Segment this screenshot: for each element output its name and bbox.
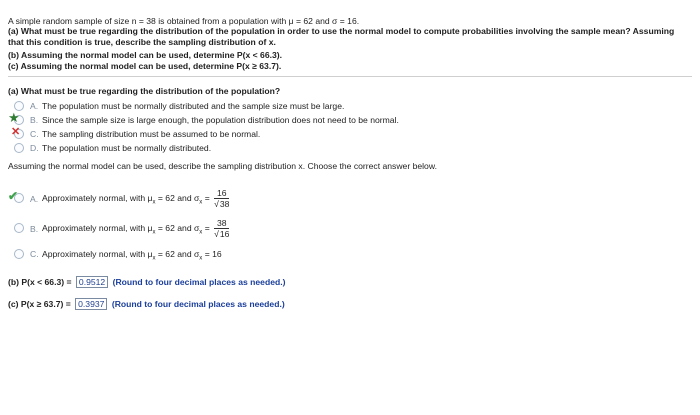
option-letter: A. <box>30 101 39 111</box>
option-letter: C. <box>30 249 39 259</box>
fraction: $\frac{16}{√38}$ <box>214 188 230 209</box>
sampling-option-a[interactable] <box>8 186 688 212</box>
option-letter: D. <box>30 143 39 153</box>
answer-b <box>8 276 285 288</box>
option-text: The population must be normally distributed and the sample size must be large. <box>42 101 345 111</box>
option-a[interactable] <box>8 100 688 112</box>
radio-icon[interactable] <box>14 223 24 233</box>
radio-icon[interactable] <box>14 143 24 153</box>
option-text: Approximately normal, with μ <box>42 222 153 233</box>
sampling-option-c[interactable] <box>8 248 688 260</box>
subscript: x <box>199 229 203 236</box>
option-text: The sampling distribution must be assumed to be normal. <box>42 129 261 139</box>
sampling-prompt: Assuming the normal model can be used, describe the sampling distribution x. Choose the correct answer below. <box>8 161 437 171</box>
option-text: Approximately normal, with μ <box>42 249 153 259</box>
option-text: Approximately normal, with μ <box>42 192 153 203</box>
answer-c-input[interactable]: 0.3937 <box>75 298 107 310</box>
incorrect-x-icon: ✕ <box>11 126 21 138</box>
subscript: x <box>152 255 156 262</box>
divider <box>8 76 692 77</box>
subscript: x <box>152 229 156 236</box>
answer-b-input[interactable]: 0.9512 <box>76 276 108 288</box>
sampling-option-b[interactable] <box>8 216 688 242</box>
fraction-denominator: 38 <box>219 199 230 209</box>
fraction-numerator: 38 <box>214 218 229 229</box>
problem-part-b: (b) Assuming the normal model can be used, determine P(x < 66.3). <box>8 50 283 60</box>
option-c[interactable] <box>8 128 688 140</box>
option-letter: C. <box>30 129 39 139</box>
option-b[interactable] <box>8 110 688 126</box>
subscript: x <box>152 199 156 206</box>
radio-icon[interactable] <box>14 249 24 259</box>
option-letter: B. <box>30 115 39 125</box>
answer-c <box>8 298 285 310</box>
equals-value: = 16 <box>204 249 222 259</box>
option-letter: A. <box>30 194 39 204</box>
fraction-denominator: 16 <box>219 229 230 239</box>
subscript: x <box>199 255 203 262</box>
answer-c-note: (Round to four decimal places as needed.) <box>111 299 285 309</box>
question-a-heading: (a) What must be true regarding the distribution of the population? <box>8 86 281 96</box>
answer-b-note: (Round to four decimal places as needed.) <box>112 277 286 287</box>
equals-sign: = <box>204 192 210 203</box>
option-text: Since the sample size is large enough, the population distribution does not need to be normal. <box>42 115 399 125</box>
answer-c-label: (c) P(x ≥ 63.7) = <box>8 299 71 309</box>
fraction-numerator: 16 <box>214 188 229 199</box>
problem-part-a-cont: that this condition is true, describe the sampling distribution of x. <box>8 37 276 47</box>
option-text-mid: = 62 and σ <box>157 192 200 203</box>
problem-part-a: (a) What must be true regarding the distribution of the population in order to use the normal model to compute probabilities involving the sample mean? Assuming <box>8 26 675 36</box>
star-icon: ★ <box>8 110 20 125</box>
option-letter: B. <box>30 224 39 234</box>
subscript: x <box>199 199 203 206</box>
option-text-mid: = 62 and σ <box>157 222 200 233</box>
option-text: The population must be normally distributed. <box>42 143 212 153</box>
problem-intro: A simple random sample of size n = 38 is obtained from a population with μ = 62 and σ = 16. <box>8 16 360 26</box>
answer-b-label: (b) P(x < 66.3) = <box>8 277 72 287</box>
option-d[interactable] <box>8 142 688 154</box>
problem-part-c: (c) Assuming the normal model can be used, determine P(x ≥ 63.7). <box>8 61 282 71</box>
checkmark-icon: ✔ <box>8 189 19 203</box>
equals-sign: = <box>204 222 210 233</box>
option-text-mid: = 62 and σ <box>157 249 200 259</box>
fraction: $\frac{38}{√16}$ <box>214 218 230 239</box>
